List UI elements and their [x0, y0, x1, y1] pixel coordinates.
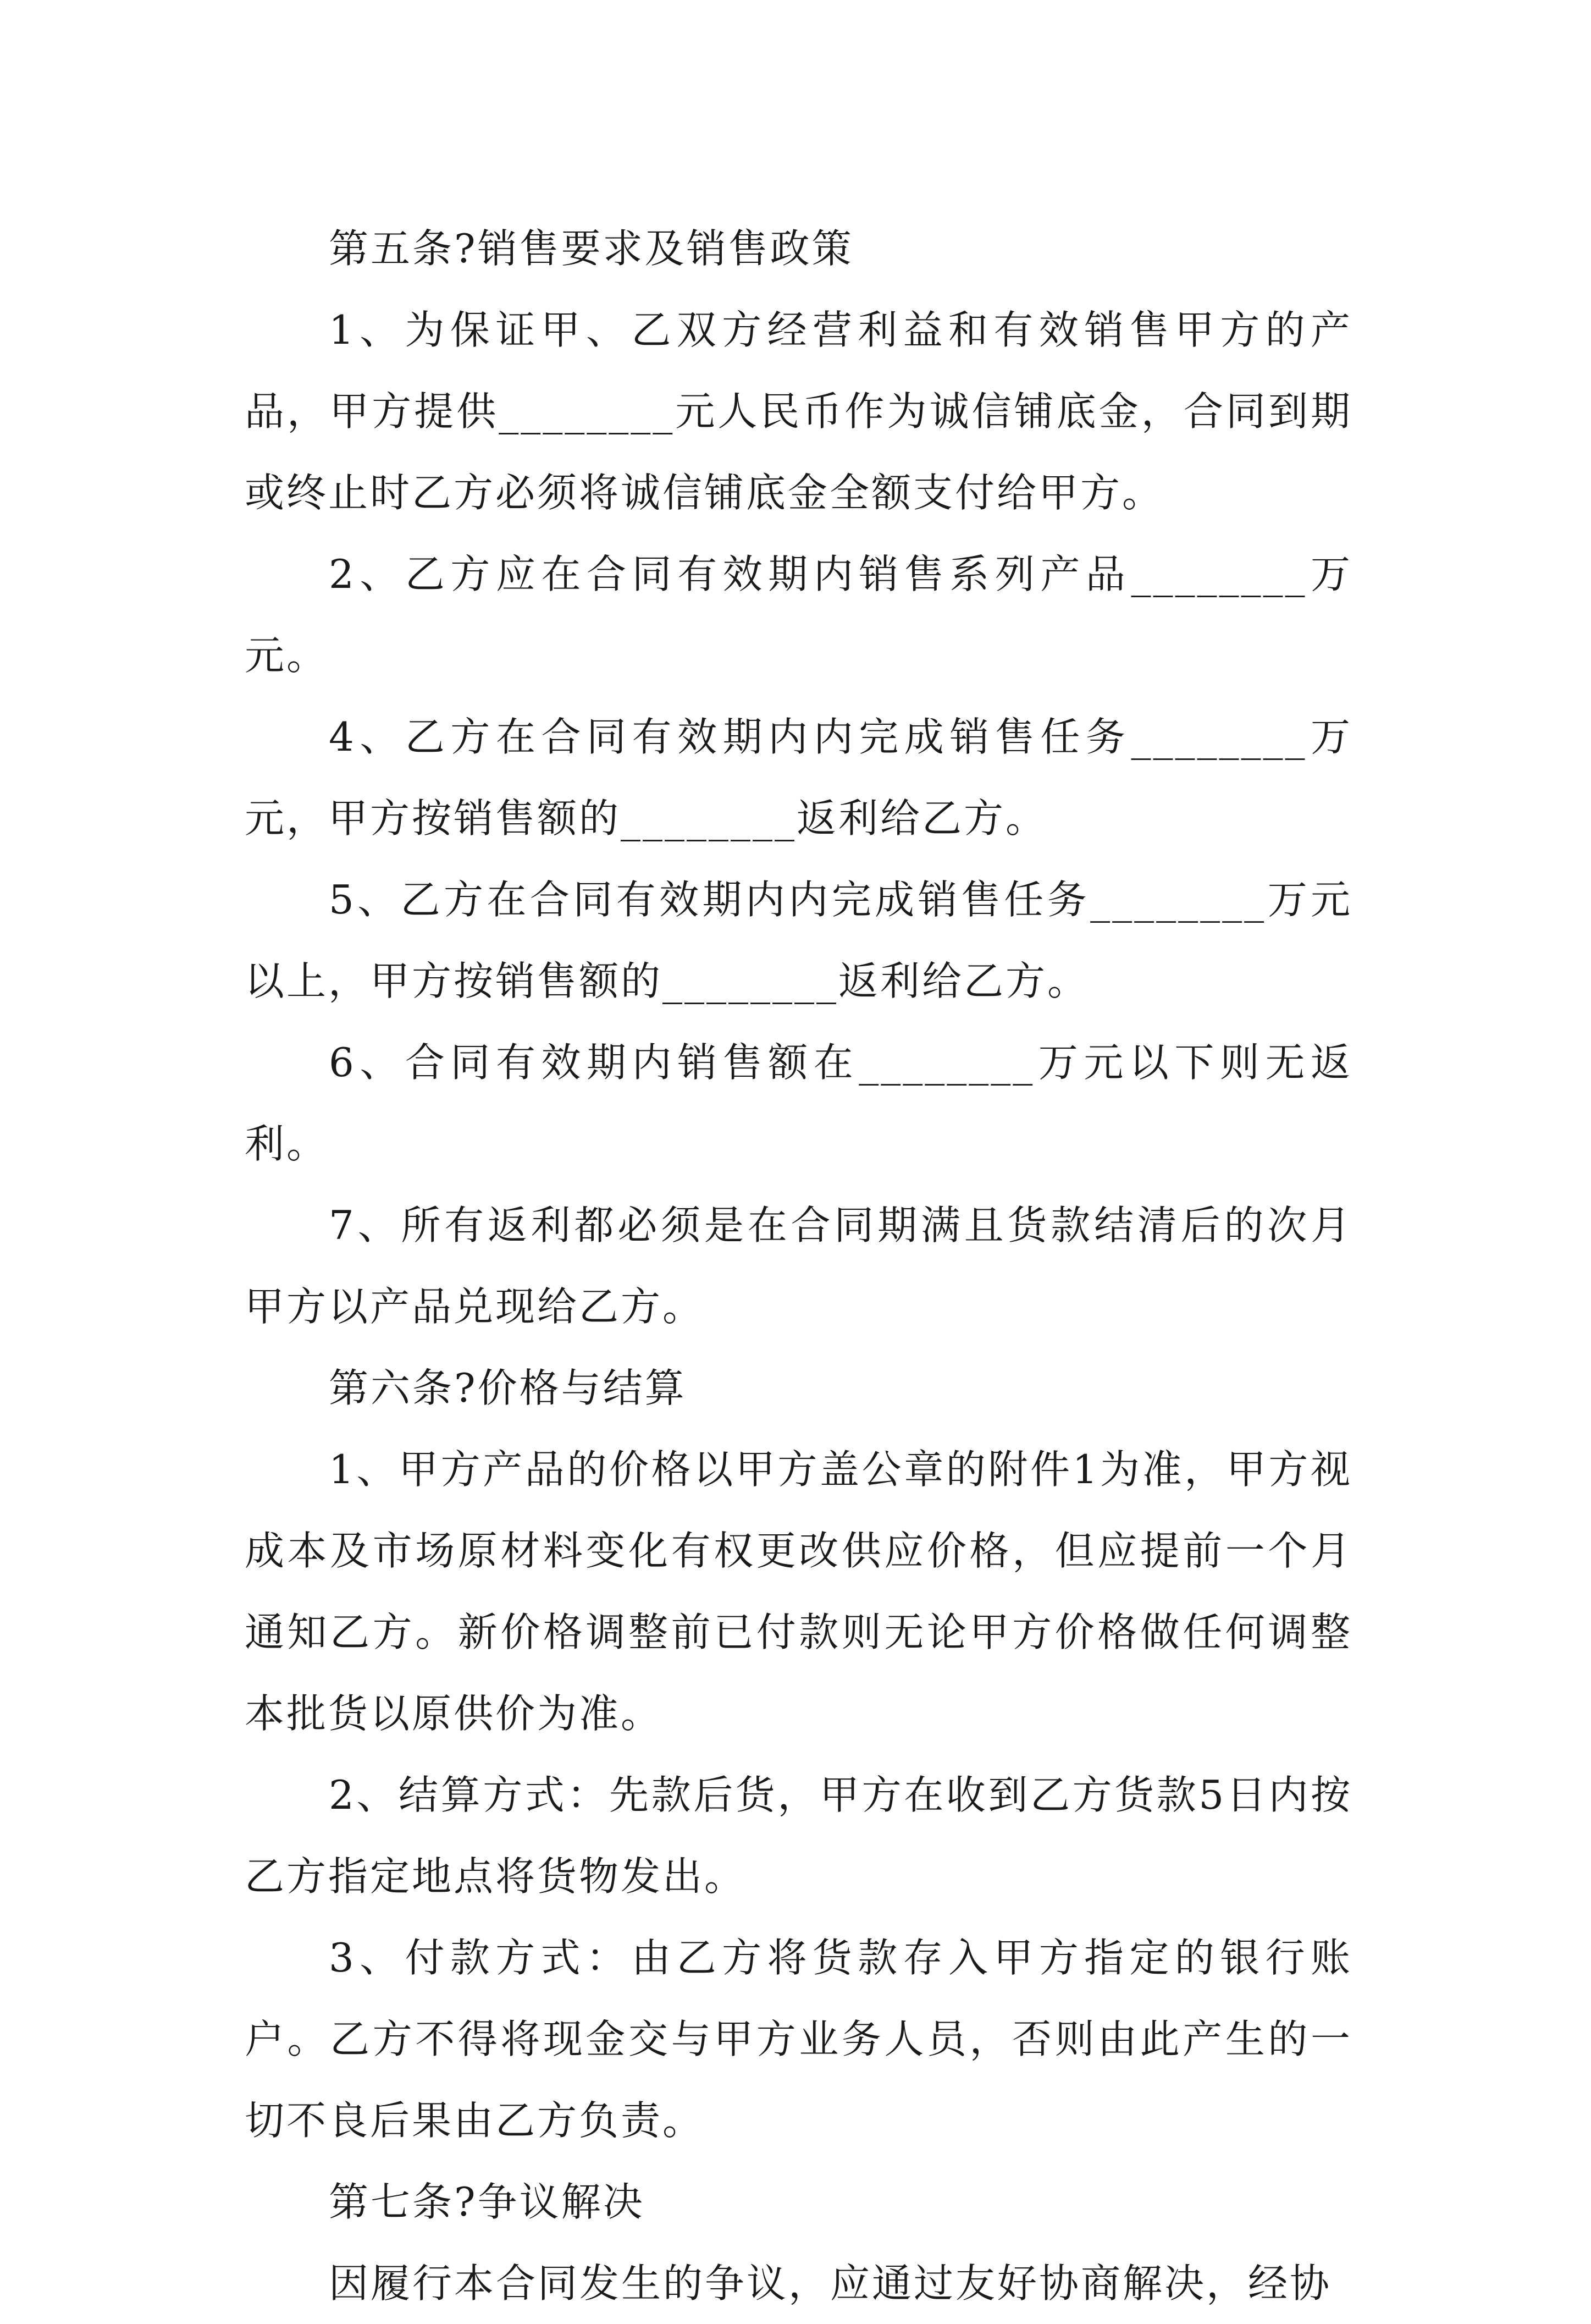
section-heading-7: 第七条?争议解决 [329, 2179, 645, 2225]
section-heading-5: 第五条?销售要求及销售政策 [329, 225, 854, 272]
clause-6-3: 3、付款方式：由乙方将货款存入甲方指定的银行账户。乙方不得将现金交与甲方业务人员，否则由此产生的一切不良后果由乙方负责。 [245, 1935, 1352, 2144]
clause-5-1: 1、为保证甲、乙双方经营利益和有效销售甲方的产品，甲方提供________元人民币作为诚信铺底金，合同到期或终止时乙方必须将诚信铺底金全额支付给甲方。 [245, 307, 1352, 516]
clause-5-6: 6、合同有效期内销售额在________万元以下则无返利。 [245, 1039, 1352, 1167]
section-heading-6: 第六条?价格与结算 [329, 1365, 687, 1411]
clause-5-4: 4、乙方在合同有效期内内完成销售任务________万元，甲方按销售额的________返利给乙方。 [245, 714, 1352, 841]
clause-5-2: 2、乙方应在合同有效期内销售系列产品________万元。 [245, 551, 1352, 679]
clause-6-2: 2、结算方式：先款后货，甲方在收到乙方货款5日内按乙方指定地点将货物发出。 [245, 1772, 1352, 1899]
clause-6-1: 1、甲方产品的价格以甲方盖公章的附件1为准，甲方视成本及市场原材料变化有权更改供应价格，但应提前一个月通知乙方。新价格调整前已付款则无论甲方价格做任何调整本批货以原供价为准。 [245, 1446, 1352, 1737]
clause-5-5: 5、乙方在合同有效期内内完成销售任务________万元以上，甲方按销售额的________返利给乙方。 [245, 877, 1352, 1004]
document-body [245, 208, 1352, 2324]
clause-7-text: 因履行本合同发生的争议，应通过友好协商解决，经协 [329, 2260, 1332, 2306]
clause-5-7: 7、所有返利都必须是在合同期满且货款结清后的次月甲方以产品兑现给乙方。 [245, 1202, 1352, 1330]
